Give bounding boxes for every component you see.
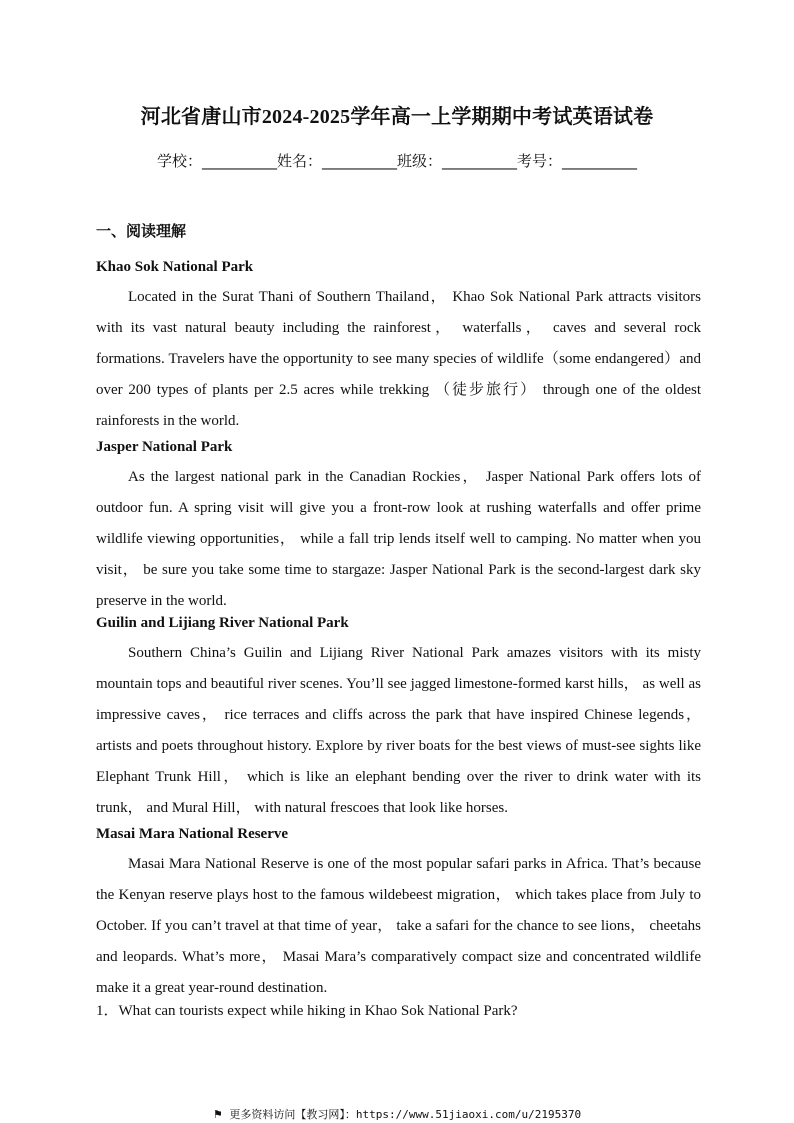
flag-icon: ⚑ <box>212 1108 223 1121</box>
article-masai-mara <box>96 823 701 1004</box>
class-field: 班级：__________ <box>397 152 518 170</box>
footer-link[interactable]: 更多资料访问【教习网】：https://www.51jiaoxi.com/u/2195370 <box>229 1108 582 1121</box>
footer <box>0 1106 794 1122</box>
article-heading: Guilin and Lijiang River National Park <box>96 615 349 631</box>
name-field: 姓名：__________ <box>276 152 397 170</box>
page-title: 河北省唐山市2024-2025学年高一上学期期中考试英语试卷 <box>140 106 654 128</box>
article-heading: Jasper National Park <box>96 439 233 455</box>
school-field: 学校：__________ <box>156 152 277 170</box>
question-1: 1．What can tourists expect while hiking in Khao Sok National Park? <box>96 1003 518 1019</box>
article-guilin <box>96 612 701 824</box>
article-body: As the largest national park in the Canadian Rockies， Jasper National Park offers lots of outdoor fun. A spring visit will give you a front-row look at rushing waterfalls and offer prime wildlife viewing opportunities， while a fall trip lends itself well to camping. No matter when you visit， be sure you take some time to stargaze: Jasper National Park is the second-largest dark sky preserve in the world. <box>96 469 701 609</box>
article-jasper <box>96 436 701 617</box>
article-body: Located in the Surat Thani of Southern Thailand， Khao Sok National Park attracts visitors with its vast natural beauty including the rainforest， waterfalls， caves and several rock formations. Travelers have the opportunity to see many species of wildlife（some endangered）and over 200 types of plants per 2.5 acres while trekking （徒步旅行） through one of the oldest rainforests in the world. <box>96 289 701 429</box>
article-body: Southern China’s Guilin and Lijiang River National Park amazes visitors with its misty mountain tops and beautiful river scenes. You’ll see jagged limestone-formed karst hills， as well as impressive caves， rice terraces and cliffs across the park that have inspired Chinese legends， artists and poets throughout history. Explore by river boats for the best views of must-see sights like Elephant Trunk Hill， which is like an elephant bending over the river to drink water with its trunk， and Mural Hill， with natural frescoes that look like horses. <box>96 645 701 816</box>
exam-number-field: 考号：__________ <box>517 152 638 170</box>
article-heading: Khao Sok National Park <box>96 259 254 275</box>
article-heading: Masai Mara National Reserve <box>96 826 289 842</box>
section-heading: 一、阅读理解 <box>96 222 187 240</box>
article-khao-sok <box>96 256 701 437</box>
article-body: Masai Mara National Reserve is one of the most popular safari parks in Africa. That’s because the Kenyan reserve plays host to the famous wildebeest migration， which takes place from July to October. If you can’t travel at that time of year， take a safari for the chance to see lions， cheetahs and leopards. What’s more， Masai Mara’s comparatively compact size and concentrated wildlife make it a great year-round destination. <box>96 856 701 996</box>
student-info-row <box>0 150 794 171</box>
